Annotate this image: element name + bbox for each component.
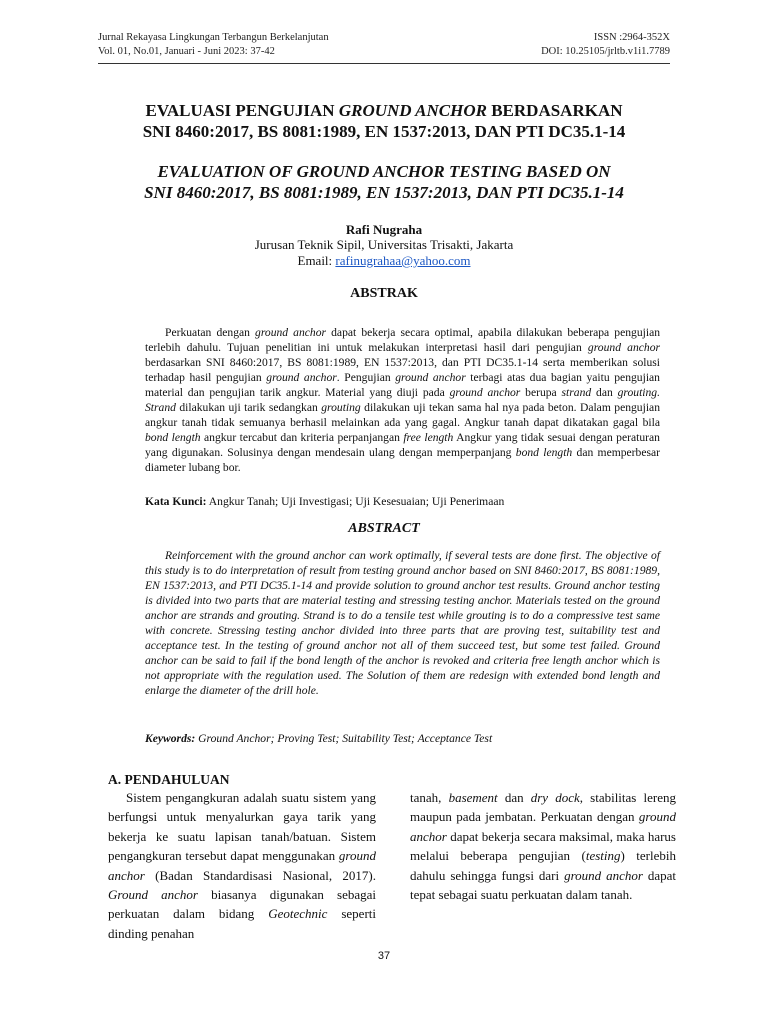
kata-kunci-label: Kata Kunci: <box>145 495 207 508</box>
intro-column-right <box>410 788 676 904</box>
author-name: Rafi Nugraha <box>345 222 423 237</box>
title-id-part2: GROUND ANCHOR <box>338 101 487 120</box>
intro-italic: Geotechnic <box>268 906 328 922</box>
abstrak-italic: ground anchor <box>395 371 466 384</box>
intro-text: seperti dinding penahan <box>108 906 376 941</box>
title-indonesian <box>98 100 670 142</box>
abstrak-italic: grouting <box>321 401 361 414</box>
running-header-left <box>98 31 329 59</box>
abstract-heading: ABSTRACT <box>348 521 420 536</box>
email-link[interactable]: rafinugrahaa@yahoo.com <box>335 253 471 268</box>
intro-text: dan <box>497 790 531 805</box>
intro-italic: Ground anchor <box>108 887 198 903</box>
abstrak-italic: grouting. Strand <box>145 386 661 414</box>
abstrak-text: . Pengujian <box>336 371 396 384</box>
abstrak-heading: ABSTRAK <box>350 286 418 301</box>
abstrak-text: berdasarkan SNI 8460:2017, BS 8081:1989, EN 1537:2013, dan PTI DC35.1-14 serta memberikan solusi terhadap hasil pengujian <box>145 356 660 384</box>
running-header-right <box>541 31 670 59</box>
intro-text: (Badan Standardisasi Nasional, 2017). <box>144 867 376 883</box>
intro-text: Sistem pengangkuran adalah suatu sistem yang berfungsi untuk menyalurkan gaya tarik yang bekerja ke suatu lapisan tanah/batuan. Sistem pengangkuran tersebut dapat menggunakan <box>108 790 376 864</box>
intro-text: tanah, <box>410 790 449 805</box>
abstrak-italic: strand <box>561 386 592 399</box>
section-heading-pendahuluan: A. PENDAHULUAN <box>108 772 230 787</box>
abstrak-text: berupa <box>520 386 562 399</box>
email-label: Email: <box>297 253 336 268</box>
journal-volume: Vol. 01, No.01, Januari - Juni 2023: 37-42 <box>98 46 275 57</box>
title-en-line2: SNI 8460:2017, BS 8081:1989, EN 1537:2013, DAN PTI DC35.1-14 <box>144 183 624 202</box>
intro-italic: ground anchor <box>564 867 643 883</box>
intro-italic: testing <box>585 848 621 864</box>
abstrak-italic: bond length <box>145 431 201 444</box>
abstract-text: Reinforcement with the ground anchor can work optimally, if several tests are done first. The objective of this study is to do interpretation of result from testing ground anchor based on SNI 8460:2017, BS 8081:1989, EN 1537:2013, and PTI DC35.1-14 and provide solution to ground anchor test results. Ground anchor testing is divided into two parts that are material testing and stressing testing anchor. Materials tested on the ground anchor are strands and grouting. Strand is to do a tensile test while grouting is to do a compressive test same with concrete. Stressing testing anchor divided into three parts that are proving test, suitability test and acceptance test. In the testing of ground anchor not all of them succeed test, but some test failed. Ground anchor can be said to fail if the bond length of the anchor is revoked and criteria free length anchor which is not appropriate with the regulation used. The Solution of them are redesign with extended bond length and enlarge the diameter of the drill hole. <box>145 549 660 697</box>
kata-kunci-text: Angkur Tanah; Uji Investigasi; Uji Kesesuaian; Uji Penerimaan <box>206 495 505 508</box>
abstrak-text: dan <box>591 386 618 399</box>
keywords-label: Keywords: <box>145 732 196 745</box>
abstrak-italic: free length <box>403 431 454 444</box>
keywords-text: Ground Anchor; Proving Test; Suitability Test; Acceptance Test <box>195 732 493 745</box>
kata-kunci <box>145 494 660 509</box>
title-en-line1: EVALUATION OF GROUND ANCHOR TESTING BASED ON <box>157 162 611 181</box>
abstrak-italic: ground anchor <box>255 326 327 339</box>
page-number: 37 <box>377 950 391 962</box>
intro-text: ) terlebih dahulu sehingga fungsi dari <box>410 848 676 883</box>
abstrak-text: dan memperbesar diameter lubang bor. <box>145 446 660 474</box>
header-divider <box>98 63 670 64</box>
intro-text: biasanya digunakan sebagai perkuatan dalam bidang <box>108 887 377 922</box>
abstrak-text: angkur tercabut dan kriteria perpanjangan <box>200 431 404 444</box>
abstrak-text: dapat bekerja secara optimal, apabila dilakukan beberapa pengujian terlebih dahulu. Tujuan penelitian ini untuk melakukan interpretasi hasil dari pengujian <box>145 326 661 354</box>
abstrak-text: Angkur yang tidak sesuai dengan peraturan yang digunakan. Solusinya dengan mendesain ulang dengan memperpanjang <box>145 431 660 459</box>
keywords <box>145 731 660 746</box>
title-id-line2: SNI 8460:2017, BS 8081:1989, EN 1537:2013, DAN PTI DC35.1-14 <box>142 122 626 141</box>
intro-column-left <box>108 788 376 943</box>
abstrak-italic: bond length <box>515 446 573 459</box>
abstrak-italic: ground anchor <box>449 386 521 399</box>
title-id-part1: EVALUASI PENGUJIAN <box>145 101 339 120</box>
abstract-body <box>145 548 660 698</box>
intro-text: , stabilitas lereng maupun pada jembatan. Perkuatan dengan <box>410 790 676 825</box>
author-affiliation: Jurusan Teknik Sipil, Universitas Trisakti, Jakarta <box>254 237 514 252</box>
abstrak-italic: ground anchor <box>587 341 660 354</box>
intro-text: dapat tepat sebagai suatu perkuatan dalam tanah. <box>410 867 676 903</box>
abstrak-text: dilakukan uji tarik sedangkan <box>175 401 322 414</box>
intro-text: dapat bekerja secara maksimal, maka harus melalui beberapa pengujian ( <box>410 828 676 864</box>
author-email <box>98 253 670 269</box>
abstrak-text: Perkuatan dengan <box>165 326 256 339</box>
title-id-part3: BERDASARKAN <box>486 101 623 120</box>
intro-italic: dry dock <box>530 790 580 805</box>
abstrak-text: dilakukan uji tekan sama hal nya pada beton. Dalam pengujian angkur tanah tidak semuanya berhasil melainkan ada yang gagal. Angkur tanah dapat dikatakan gagal bila <box>145 401 660 429</box>
journal-name: Jurnal Rekayasa Lingkungan Terbangun Berkelanjutan <box>98 32 329 43</box>
journal-issn: ISSN :2964-352X <box>593 32 670 43</box>
journal-doi: DOI: 10.25105/jrltb.v1i1.7789 <box>541 46 670 57</box>
intro-italic: ground anchor <box>410 809 676 844</box>
abstrak-text: terbagi atas dua bagian yaitu pengujian material dan pengujian tarik angkur. Material yang diuji pada <box>145 371 660 399</box>
intro-italic: basement <box>448 790 498 805</box>
intro-italic: ground anchor <box>108 848 376 883</box>
abstrak-body <box>145 325 660 475</box>
author-affiliation-block <box>98 237 670 269</box>
title-english <box>98 161 670 203</box>
abstrak-italic: ground anchor <box>266 371 337 384</box>
